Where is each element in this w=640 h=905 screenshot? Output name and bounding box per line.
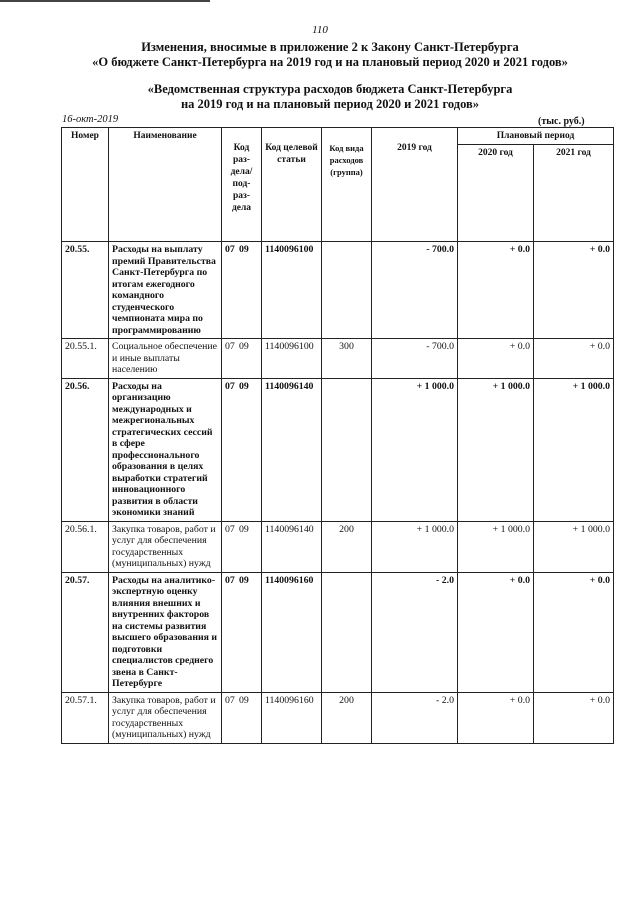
heading-line-2: «О бюджете Санкт-Петербурга на 2019 год и на плановый период 2020 и 2021 годов» [92,55,568,69]
row-value-2019: - 2.0 [372,572,458,692]
table-header-row [62,128,614,145]
row-expense-type [322,378,372,521]
row-value-2021: + 1 000.0 [534,521,614,572]
row-section-code [222,378,262,521]
row-expense-type: 200 [322,692,372,743]
subsection-code: 09 [239,244,249,255]
row-value-2019: - 2.0 [372,692,458,743]
row-number: 20.56. [62,378,109,521]
document-subheading [40,82,620,112]
subsection-code: 09 [239,574,249,586]
row-number: 20.57. [62,572,109,692]
header-number: Номер [62,128,109,242]
row-name: Социальное обеспечение и иные выплаты населению [109,339,222,379]
row-value-2020: + 0.0 [458,572,534,692]
section-code: 07 [225,244,235,255]
table-row [62,339,614,379]
row-expense-type [322,242,372,339]
row-value-2020: + 0.0 [458,339,534,379]
table-body [62,242,614,744]
row-section-code [222,339,262,379]
row-value-2021: + 0.0 [534,242,614,339]
row-value-2020: + 0.0 [458,242,534,339]
subheading-line-1: «Ведомственная структура расходов бюджета Санкт-Петербурга [147,82,513,96]
row-expense-type: 300 [322,339,372,379]
units-label: (тыс. руб.) [538,116,585,127]
row-value-2019: + 1 000.0 [372,521,458,572]
row-value-2020: + 1 000.0 [458,378,534,521]
header-2020: 2020 год [458,145,534,242]
row-value-2021: + 0.0 [534,692,614,743]
row-target-code: 1140096160 [262,692,322,743]
row-expense-type [322,572,372,692]
row-value-2020: + 0.0 [458,692,534,743]
section-code: 07 [225,574,235,586]
row-value-2020: + 1 000.0 [458,521,534,572]
row-value-2021: + 0.0 [534,572,614,692]
section-code: 07 [225,694,235,706]
section-code: 07 [225,380,235,392]
subsection-code: 09 [239,380,249,392]
row-section-code [222,572,262,692]
subheading-line-2: на 2019 год и на плановый период 2020 и 2021 годов» [180,97,480,111]
section-code: 07 [225,523,235,535]
document-date: 16-окт-2019 [62,114,119,125]
row-value-2019: + 1 000.0 [372,378,458,521]
document-heading [40,40,620,70]
subsection-code: 09 [239,341,249,352]
subsection-code: 09 [239,694,249,706]
row-value-2021: + 1 000.0 [534,378,614,521]
table-row [62,521,614,572]
table-row [62,692,614,743]
row-name: Расходы на аналитико-экспертную оценку влияния внешних и внутренних факторов на системы развития высшего образования и подготовки специалистов среднего звена в Санкт-Петербурге [109,572,222,692]
table-row [62,242,614,339]
table-row [62,572,614,692]
row-section-code [222,242,262,339]
row-target-code: 1140096160 [262,572,322,692]
row-value-2019: - 700.0 [372,339,458,379]
row-target-code: 1140096100 [262,242,322,339]
row-section-code [222,521,262,572]
row-expense-type: 200 [322,521,372,572]
header-target-code: Код целевой статьи [262,128,322,242]
subsection-code: 09 [239,523,249,535]
budget-table [61,127,614,744]
header-2019: 2019 год [372,128,458,242]
header-planned-period: Плановый период [458,128,614,145]
heading-line-1: Изменения, вносимые в приложение 2 к Закону Санкт-Петербурга [141,40,519,54]
header-section-code: Код раз-дела/ под-раз-дела [222,128,262,242]
row-name: Расходы на выплату премий Правительства Санкт-Петербурга по итогам ежегодного командного студенческого чемпионата мира по программированию [109,242,222,339]
row-number: 20.55.1. [62,339,109,379]
section-code: 07 [225,341,235,352]
page-number: 110 [312,24,328,36]
row-value-2019: - 700.0 [372,242,458,339]
row-section-code [222,692,262,743]
row-name: Расходы на организацию международных и межрегиональных стратегических сессий в сфере профессионального образования в целях выработки стратегий инновационного развития в области экономики знаний [109,378,222,521]
header-2021: 2021 год [534,145,614,242]
row-target-code: 1140096140 [262,378,322,521]
row-target-code: 1140096140 [262,521,322,572]
row-number: 20.56.1. [62,521,109,572]
row-value-2021: + 0.0 [534,339,614,379]
row-name: Закупка товаров, работ и услуг для обеспечения государственных (муниципальных) нужд [109,692,222,743]
row-name: Закупка товаров, работ и услуг для обеспечения государственных (муниципальных) нужд [109,521,222,572]
header-name: Наименование [109,128,222,242]
row-target-code: 1140096100 [262,339,322,379]
row-number: 20.55. [62,242,109,339]
top-rule [0,0,210,2]
row-number: 20.57.1. [62,692,109,743]
header-expense-type: Код вида расходов (группа) [322,128,372,242]
table-row [62,378,614,521]
